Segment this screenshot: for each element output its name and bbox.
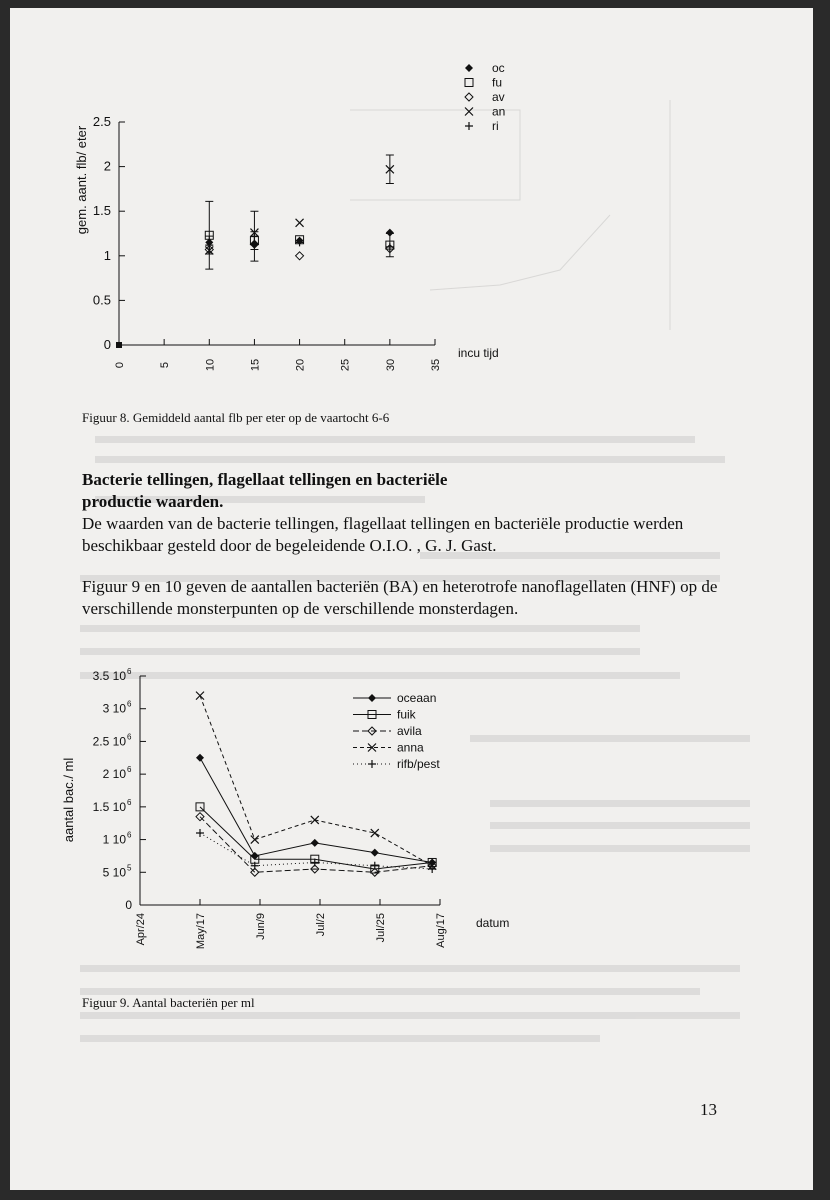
figure-8-y-axis-label: gem. aant. flb/ eter bbox=[74, 125, 89, 235]
figure-9-legend-label-rifb-pest: rifb/pest bbox=[397, 757, 440, 771]
figure-9-y-axis-label: aantal bac./ ml bbox=[61, 757, 76, 843]
figure-9-y-tick-exponent: 6 bbox=[127, 797, 132, 807]
figure-8-x-tick-label: 35 bbox=[430, 358, 442, 372]
figure-8-legend-label-fu: fu bbox=[492, 75, 503, 90]
figure-8-chart bbox=[0, 0, 830, 400]
figure-9-y-tick-exponent: 6 bbox=[127, 765, 132, 775]
figure-8-legend-marker-an bbox=[465, 108, 473, 116]
figure-8-caption: Figuur 8. Gemiddeld aantal flb per eter op de vaartocht 6-6 bbox=[82, 410, 390, 425]
paragraph-2: Figuur 9 en 10 geven de aantallen bacteriën (BA) en heterotrofe nanoflagellaten (HNF) op de verschillende monsterpunten op de verschillende monsterdagen. bbox=[82, 577, 718, 618]
figure-9-x-axis-label: datum bbox=[476, 916, 510, 930]
figure-9-y-tick-exponent: 6 bbox=[127, 699, 132, 709]
figure-9-x-tick-label: Jun/9 bbox=[255, 913, 267, 940]
figure-9-y-tick-label: 2.5 10 bbox=[92, 734, 126, 749]
figure-9-point-oceaan bbox=[196, 754, 204, 762]
figure-9-y-tick-exponent: 6 bbox=[127, 667, 132, 676]
figure-8-legend-label-oc: oc bbox=[492, 61, 505, 75]
figure-8-x-tick-label: 0 bbox=[114, 361, 126, 369]
figure-8-legend-label-ri: ri bbox=[492, 119, 499, 133]
figure-9-legend-label-anna: anna bbox=[397, 740, 424, 755]
paragraph-1: De waarden van de bacterie tellingen, flagellaat tellingen en bacteriële productie werden beschikbaar gesteld door de begeleidende O.I.O. , G. J. Gast. bbox=[82, 514, 684, 555]
figure-8-origin-point bbox=[116, 342, 122, 348]
figure-8-y-tick-label: 1 bbox=[103, 247, 111, 263]
figure-8-y-tick-label: 0 bbox=[103, 337, 111, 352]
figure-9-y-tick-exponent: 6 bbox=[127, 732, 132, 742]
figure-9-legend-label-fuik: fuik bbox=[397, 707, 416, 722]
figure-8-legend-marker-av bbox=[465, 93, 473, 101]
figure-8-legend-label-av: av bbox=[492, 90, 505, 104]
figure-8-x-tick-label: 15 bbox=[249, 358, 262, 372]
figure-9-point-oceaan bbox=[371, 849, 379, 857]
figure-9-series-line-oceaan bbox=[200, 758, 432, 863]
page-number: 13 bbox=[700, 1100, 717, 1119]
figure-8-point-an bbox=[296, 219, 304, 227]
figure-9-x-tick-label: Aug/17 bbox=[435, 913, 447, 948]
figure-8-x-axis-label: incu tijd bbox=[458, 346, 499, 360]
figure-9-legend-marker-rifb-pest bbox=[368, 760, 376, 768]
figure-9-point-anna bbox=[311, 816, 319, 824]
figure-9-point-oceaan bbox=[311, 839, 319, 847]
figure-9-x-tick-label: Apr/24 bbox=[135, 913, 147, 946]
figure-8-x-tick-label: 20 bbox=[294, 358, 307, 372]
figure-9-x-tick-label: Jul/2 bbox=[315, 913, 327, 937]
section-heading: Bacterie tellingen, flagellaat tellingen en bacteriële productie waarden. bbox=[82, 470, 448, 511]
figure-8-error-bar bbox=[205, 201, 213, 269]
figure-9-y-tick-label: 2 10 bbox=[102, 767, 126, 782]
figure-9-point-anna bbox=[251, 836, 259, 844]
figure-9-point-anna bbox=[196, 692, 204, 700]
figure-8-legend-label-an: an bbox=[492, 104, 506, 119]
figure-9-y-tick-label: 3.5 10 bbox=[92, 669, 126, 683]
figure-9-y-tick-exponent: 5 bbox=[127, 863, 132, 873]
figure-8-x-tick-label: 10 bbox=[204, 358, 217, 372]
figure-8-y-tick-label: 2.5 bbox=[92, 114, 111, 129]
figure-8-legend-marker-oc bbox=[465, 64, 473, 72]
figure-9-legend-label-avila: avila bbox=[397, 724, 422, 738]
figure-9-chart bbox=[0, 660, 830, 960]
figure-9-point-rifb-pest bbox=[196, 829, 204, 837]
figure-9-y-tick-label: 3 10 bbox=[102, 701, 126, 716]
figure-9-y-tick-exponent: 6 bbox=[127, 830, 132, 840]
figure-9-y-tick-label: 0 bbox=[125, 898, 132, 912]
figure-8-point-av bbox=[296, 252, 304, 260]
figure-9-x-tick-label: May/17 bbox=[195, 913, 207, 950]
figure-8-legend-marker-fu bbox=[465, 79, 473, 87]
figure-9-y-tick-label: 5 10 bbox=[102, 865, 126, 880]
figure-8-y-tick-label: 1.5 bbox=[92, 203, 111, 219]
figure-9-point-anna bbox=[371, 829, 379, 837]
figure-8-x-tick-label: 30 bbox=[384, 358, 397, 372]
figure-9-y-tick-label: 1.5 10 bbox=[92, 799, 126, 814]
figure-8-x-tick-label: 5 bbox=[159, 361, 172, 369]
figure-9-y-tick-label: 1 10 bbox=[102, 832, 126, 847]
figure-9-series-line-fuik bbox=[200, 807, 432, 869]
figure-9-x-tick-label: Jul/25 bbox=[375, 913, 387, 943]
figure-8-legend-marker-ri bbox=[465, 122, 473, 130]
figure-9-legend-marker-oceaan bbox=[368, 694, 376, 702]
figure-9-legend-label-oceaan: oceaan bbox=[397, 691, 437, 705]
figure-8-y-tick-label: 0.5 bbox=[92, 292, 111, 308]
figure-8-y-tick-label: 2 bbox=[103, 158, 111, 174]
figure-8-point-ri bbox=[250, 232, 258, 240]
figure-9-caption: Figuur 9. Aantal bacteriën per ml bbox=[82, 995, 255, 1010]
figure-8-x-tick-label: 25 bbox=[339, 358, 352, 372]
